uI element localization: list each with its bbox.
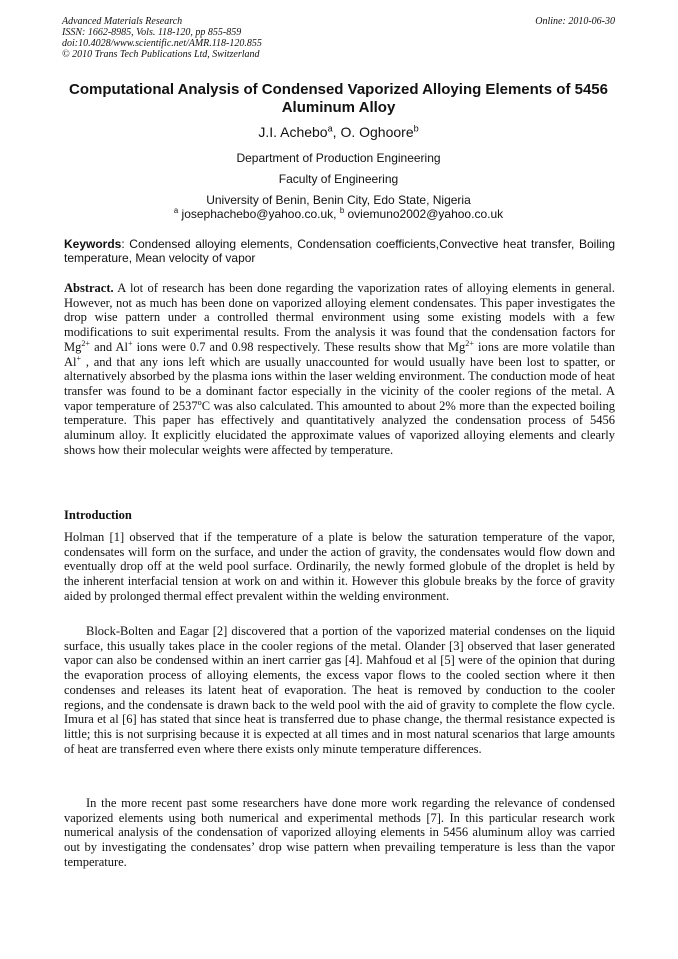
running-header [62,16,615,60]
university: University of Benin, Benin City, Edo State, Nigeria [206,193,471,207]
introduction-heading: Introduction [64,508,132,522]
author-separator: , [332,124,341,140]
paper-title: Computational Analysis of Condensed Vaporized Alloying Elements of 5456 Aluminum Alloy [69,81,608,116]
abstract-text-5: , and that any ions left which are usually unaccounted for would usually have been lost to spatter, or alternatively absorbed by the plasma ions within the laser welding environment. The conduction mode of heat transfer was found to be a dominant factor especially in the vicinity of the cooler regions of the metal. A vapor temperature of 2537 [64,354,615,413]
emails [62,207,615,221]
abstract-text-4: ions are more volatile than Al [64,339,615,369]
mg-superscript: 2+ [81,338,91,348]
email-a[interactable]: josephachebo@yahoo.co.uk, [178,207,340,221]
author-line [62,124,615,140]
abstract-text-6: C was also calculated. This amounted to about 2% more than the expected boiling temperature. This paper has effectively and quantitatively analyzed the condensation process of 5456 aluminum alloy. It explicitly elucidated the approximate values of vaporized alloying elements and clearly shows how their molecular weights were affected by temperature. [64,398,615,457]
faculty: Faculty of Engineering [278,172,399,186]
department: Department of Production Engineering [236,151,441,165]
email-a-sup: a [173,206,179,215]
degree-superscript: o [197,397,202,407]
abstract [64,281,615,457]
online-date: Online: 2010-06-30 [535,16,615,27]
keywords-label: Keywords [64,237,122,251]
email-b[interactable]: oviemuno2002@yahoo.co.uk [344,207,504,221]
al-superscript: + [127,338,133,348]
author-oghoore: O. Oghoore [340,124,414,140]
abstract-text-3: ions were 0.7 and 0.98 respectively. These results show that Mg [132,339,466,354]
abstract-text-1: A lot of research has been done regarding the vaporization rates of alloying elements in general. However, not as much has been done on vaporized alloying element condensates. This paper investigates the drop wise pattern under a controlled thermal environment using some existing models with a few modifications to suit experimental results. From the analysis it was found that the condensation factors for Mg [64,281,615,354]
journal-name: Advanced Materials Research [62,16,183,27]
intro-paragraph-2: Block-Bolten and Eagar [2] discovered that a portion of the vaporized material condenses on the liquid surface, this usually takes place in the cooler regions of the metal. Olander [3] observed that laser generated vapor can also be condensed within an inert carrier gas [4]. Mahfoud et al [5] were of the opinion that during the evaporation process of alloying elements, the excess vapor flows to the cooled section where it then condenses and releases its latent heat of evaporation. The heat is removed by conduction to the cooler regions, and the condensate is drawn back to the weld pool with the aid of gravity to complete the flow cycle. Imura et al [6] has stated that since heat is transferred due to phase change, the thermal resistance expected is little; this is not surprising because it is expected at all times and in most natural scenarios that large amounts of heat are transferred even where there exists only minute temperature differences. [64,624,615,756]
abstract-label: Abstract. [64,281,114,295]
al-superscript-2: + [76,353,82,363]
keywords [64,237,615,265]
copyright-line: © 2010 Trans Tech Publications Ltd, Switzerland [62,49,260,60]
keywords-text: : Condensed alloying elements, Condensation coefficients,Convective heat transfer, Boiling temperature, Mean velocity of vapor [64,237,615,265]
intro-paragraph-3: In the more recent past some researchers have done more work regarding the relevance of condensed vaporized elements using both numerical and experimental methods [7]. In this particular research work numerical analysis of the condensation of vaporized alloying elements in 5456 aluminum alloy was carried out by investigating the condensates’ drop wise pattern when prevailing temperature is less than the vapor temperature. [64,796,615,869]
abstract-text-2: and Al [90,339,128,354]
intro-paragraph-1: Holman [1] observed that if the temperature of a plate is below the saturation temperature of the vapor, condensates will form on the surface, and under the action of gravity, the condensates would flow down and eventually drop off at the weld pool surface. Ordinarily, the newly formed globule of the droplet is held by the inherent interfacial tension at work on and within it. However this globule breaks by the force of gravity aided by prolonged thermal effect prevalent within the welding environment. [64,530,615,603]
mg-superscript-2: 2+ [465,338,474,348]
author-oghoore-sup: b [413,123,419,134]
author-achebo-sup: a [327,123,333,134]
email-b-sup: b [339,206,345,215]
author-achebo: J.I. Achebo [258,124,328,140]
doi-line: doi:10.4028/www.scientific.net/AMR.118-120.855 [62,38,262,49]
issn-line: ISSN: 1662-8985, Vols. 118-120, pp 855-859 [62,27,242,38]
